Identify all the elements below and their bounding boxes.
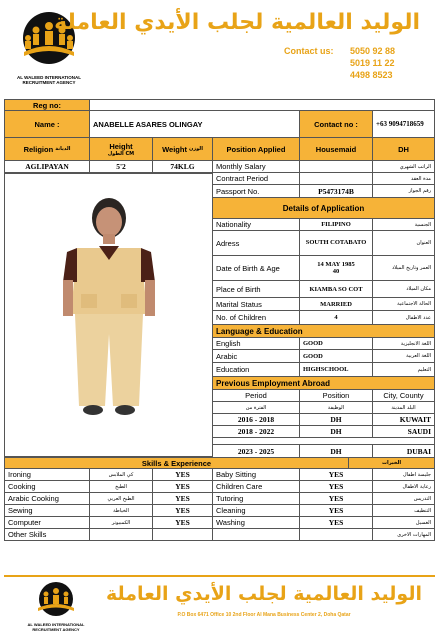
employment-header-position: Position [299,389,373,402]
monthly-salary-label: Monthly Salary [212,160,300,173]
footer-logo-text-line2: RECRUITMENT AGENCY [32,627,80,632]
religion-value: AGLIPAYAN [4,160,90,173]
address-label: Adress [212,230,300,256]
skill-label: Other Skills [4,528,90,541]
skill-label: Sewing [4,504,90,517]
skill-value: YES [152,504,213,517]
english-label: English [212,337,300,350]
employment-position: DH [299,413,373,426]
religion-label-ar: الديانة [55,146,71,152]
dob-age-label: Date of Birth & Age [212,255,300,281]
skill-label-ar [89,528,153,541]
skill-value: YES [299,492,373,505]
height-label-en: Height [109,141,133,151]
employment-header-country-ar: البلد المدينة [372,401,435,414]
passport-no-ar: رقم الجواز [372,184,435,198]
language-title: Language & Education [212,324,435,338]
contact-no-value: +63 9094718659 [372,110,435,138]
position-code: DH [372,137,435,161]
position-applied-label: Position Applied [212,137,300,161]
footer-logo-text-line1: AL WALEED INTERNATIONAL [27,622,85,627]
skill-label-ar: التدريس [372,492,435,505]
skills-title: Skills & Experience [4,457,349,469]
skill-label: Cooking [4,480,90,493]
skill-label-ar: المهارات الاخرى [372,528,435,541]
logo-text-line1: AL WALEED INTERNATIONAL [16,75,82,80]
skill-label-ar: جليسة اطفال [372,468,435,481]
candidate-photo [4,173,213,457]
english-value: GOOD [299,337,373,350]
dob-age-value [299,255,373,281]
skill-label-ar: كي الملابس [89,468,153,481]
employment-header-period: Period [212,389,300,402]
nationality-value: FILIPINO [299,218,373,231]
footer-address: P.O Box 6471 Office 10 2nd Floor Al Mana Business Center 2, Doha Qatar [177,612,351,618]
contact-no-label: Contact no : [299,110,373,138]
skill-label-ar: الغسيل [372,516,435,529]
address-value: SOUTH COTABATO [299,230,373,256]
footer [4,575,435,632]
arabic-value: GOOD [299,349,373,363]
height-label-sub: الطول CM [107,150,135,157]
details-title: Details of Application [212,197,435,219]
position-applied-value: Housemaid [299,137,373,161]
english-ar: اللغة الانجليزية [372,337,435,350]
name-value: ANABELLE ASARES OLINGAY [89,110,300,138]
logo-emblem-icon [26,581,86,617]
place-of-birth-value: KIAMBA SO COT [299,280,373,298]
phone-number: 5050 92 88 [350,46,396,56]
application-form [4,99,435,554]
nationality-label: Nationality [212,218,300,231]
skill-value: YES [152,492,213,505]
person-photo-icon [5,174,212,456]
skill-label [212,528,300,541]
skill-value: YES [299,516,373,529]
header [0,0,438,95]
age-value: 40 [332,268,340,275]
skill-value: YES [152,516,213,529]
marital-status-value: MARRIED [299,297,373,311]
arabic-ar: اللغة العربية [372,349,435,363]
skill-label-ar: الخياطة [89,504,153,517]
skill-value: YES [152,480,213,493]
skill-label: Arabic Cooking [4,492,90,505]
employment-position: DH [299,425,373,438]
employment-period: 2016 - 2018 [212,413,300,426]
dob-age-ar: العمر وتاريخ الميلاد [372,255,435,281]
skill-label: Washing [212,516,300,529]
passport-no-value: P5473174B [299,184,373,198]
skill-value [152,528,213,541]
height-label [89,137,153,161]
employment-period: 2018 - 2022 [212,425,300,438]
passport-no-label: Passport No. [212,184,300,198]
education-label: Education [212,362,300,377]
place-of-birth-label: Place of Birth [212,280,300,298]
skill-value [299,528,373,541]
marital-status-label: Marital Status [212,297,300,311]
arabic-label: Arabic [212,349,300,363]
place-of-birth-ar: مكان الميلاد [372,280,435,298]
skills-title-ar: الخبرات [348,457,435,469]
contract-period-label: Contract Period [212,172,300,185]
logo-text-line2: RECRUITMENT AGENCY [22,80,76,85]
religion-label-en: Religion [23,144,54,154]
footer-logo [26,581,86,632]
skill-label-ar: الكمبيوتر [89,516,153,529]
skill-label: Baby Sitting [212,468,300,481]
skill-label-ar: التنظيف [372,504,435,517]
weight-label-en: Weight [162,144,187,154]
education-value: HIGHSCHOOL [299,362,373,377]
weight-label [152,137,213,161]
skill-label-ar: الطبخ العربي [89,492,153,505]
skill-value: YES [152,468,213,481]
name-label: Name : [4,110,90,138]
height-value: 5'2 [89,160,153,173]
phone-list [350,45,395,81]
children-ar: عدد الاطفال [372,310,435,325]
phone-number: 5019 11 22 [350,58,395,68]
skill-value: YES [299,480,373,493]
employment-header-country: City, County [372,389,435,402]
employment-position: DH [299,444,373,458]
nationality-ar: الجنسية [372,218,435,231]
marital-status-ar: الحالة الاجتماعية [372,297,435,311]
skill-label: Computer [4,516,90,529]
children-value: 4 [299,310,373,325]
employment-period: 2023 - 2025 [212,444,300,458]
employment-header-position-ar: الوظيفة [299,401,373,414]
dob-value: 14 MAY 1985 [317,261,355,268]
employment-header-period-ar: الفترة من [212,401,300,414]
reg-no-label: Reg no: [4,99,90,111]
skill-label: Tutoring [212,492,300,505]
company-arabic-title: الوليد العالمية لجلب الأيدي العاملة [54,10,420,35]
skill-label: Children Care [212,480,300,493]
skill-label: Ironing [4,468,90,481]
monthly-salary-ar: الراتب الشهري [372,160,435,173]
skill-label-ar: الطبخ [89,480,153,493]
employment-country: SAUDI [372,425,435,438]
skill-value: YES [299,504,373,517]
footer-arabic-title: الوليد العالمية لجلب الأيدي العاملة [106,583,422,605]
employment-title: Previous Employment Abroad [212,376,435,390]
children-label: No. of Children [212,310,300,325]
education-ar: التعليم [372,362,435,377]
employment-country: DUBAI [372,444,435,458]
religion-label [4,137,90,161]
weight-label-ar: الوزن [189,146,203,152]
contract-period-ar: مدة العقد [372,172,435,185]
employment-country: KUWAIT [372,413,435,426]
weight-value: 74KLG [152,160,213,173]
skill-label: Cleaning [212,504,300,517]
address-ar: العنوان [372,230,435,256]
skill-value: YES [299,468,373,481]
contact-label: Contact us: [284,46,334,56]
phone-number: 4498 8523 [350,70,393,80]
skill-label-ar: رعاية الاطفال [372,480,435,493]
